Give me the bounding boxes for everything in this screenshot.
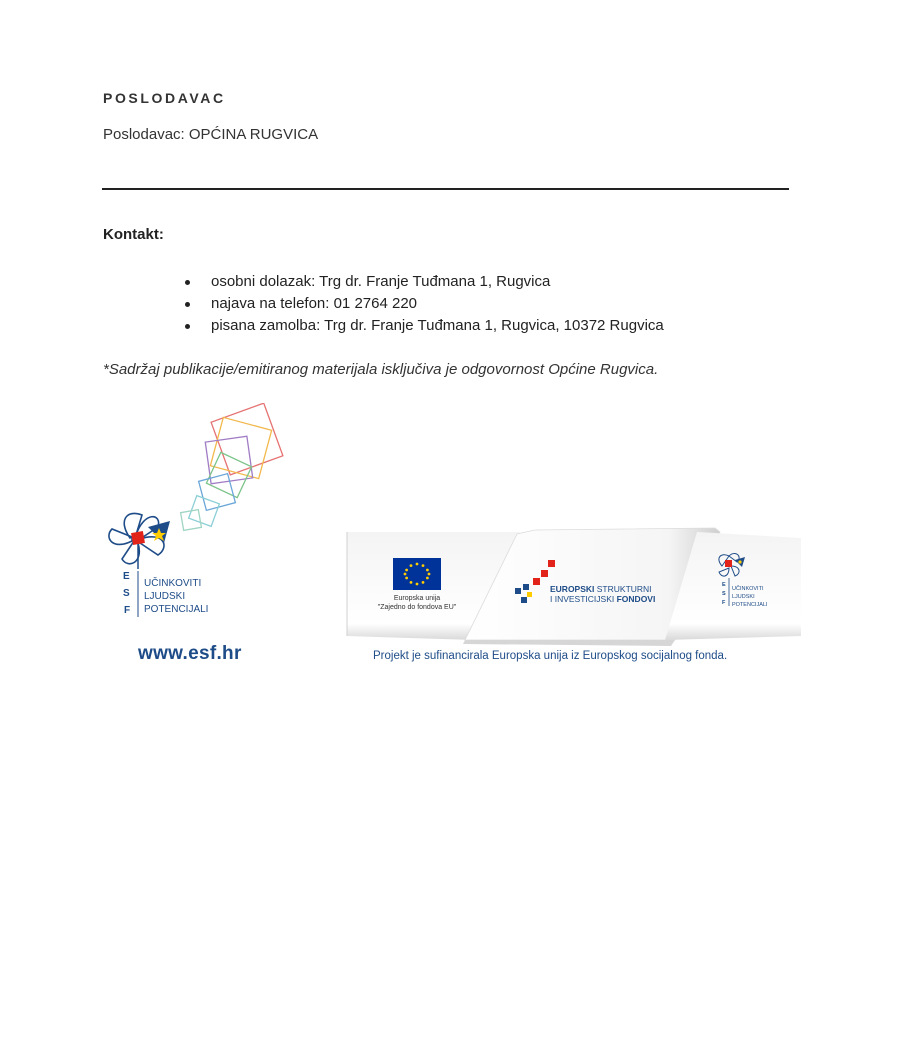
divider-line xyxy=(102,188,789,190)
esf-letter-f: F xyxy=(124,605,131,616)
list-item xyxy=(183,273,664,295)
eu-flag-icon xyxy=(393,558,441,590)
contact-letter: pisana zamolba: Trg dr. Franje Tuđmana 1, Rugvica, 10372 Rugvica xyxy=(211,317,664,334)
contact-list xyxy=(183,273,664,339)
contact-phone: najava na telefon: 01 2764 220 xyxy=(211,295,418,312)
bullet-icon xyxy=(185,302,190,307)
eu-funds-banner xyxy=(345,522,803,648)
flying-squares-icon xyxy=(181,403,283,530)
employer-name: Poslodavac: OPĆINA RUGVICA xyxy=(103,126,319,143)
esf-letter-e: E xyxy=(123,571,130,582)
small-esf-letter-f: F xyxy=(722,600,726,606)
esf-letter-s: S xyxy=(123,588,130,599)
small-esf-line-3: POTENCIJALI xyxy=(732,602,768,608)
esf-line-2: LJUDSKI xyxy=(144,591,186,602)
list-item xyxy=(183,317,664,339)
banner-caption: Projekt je sufinancirala Europska unija iz Europskog socijalnog fonda. xyxy=(373,650,728,662)
esf-line-1: UČINKOVITI xyxy=(144,578,202,589)
pinwheel-icon xyxy=(109,513,170,569)
small-esf-line-2: LJUDSKI xyxy=(732,594,755,600)
disclaimer-text: *Sadržaj publikacije/emitiranog materijala isključiva je odgovornost Općine Rugvica. xyxy=(103,361,659,378)
funds-line-2: I INVESTICIJSKI FONDOVI xyxy=(550,594,656,604)
funds-line-1: EUROPSKI STRUKTURNI xyxy=(550,584,652,594)
esf-logo xyxy=(104,403,304,633)
contact-heading: Kontakt: xyxy=(103,226,164,243)
small-esf-line-1: UČINKOVITI xyxy=(732,586,764,592)
bullet-icon xyxy=(185,280,190,285)
contact-visit: osobni dolazak: Trg dr. Franje Tuđmana 1, Rugvica xyxy=(211,273,551,290)
eu-label: Europska unija xyxy=(393,595,441,602)
esf-url: www.esf.hr xyxy=(138,643,242,664)
list-item xyxy=(183,295,664,317)
section-heading-employer: POSLODAVAC xyxy=(103,90,226,106)
eu-slogan: "Zajedno do fondova EU" xyxy=(377,604,457,611)
small-esf-letter-s: S xyxy=(722,591,726,597)
small-esf-letter-e: E xyxy=(722,582,726,588)
bullet-icon xyxy=(185,324,190,329)
esf-line-3: POTENCIJALI xyxy=(144,604,209,615)
